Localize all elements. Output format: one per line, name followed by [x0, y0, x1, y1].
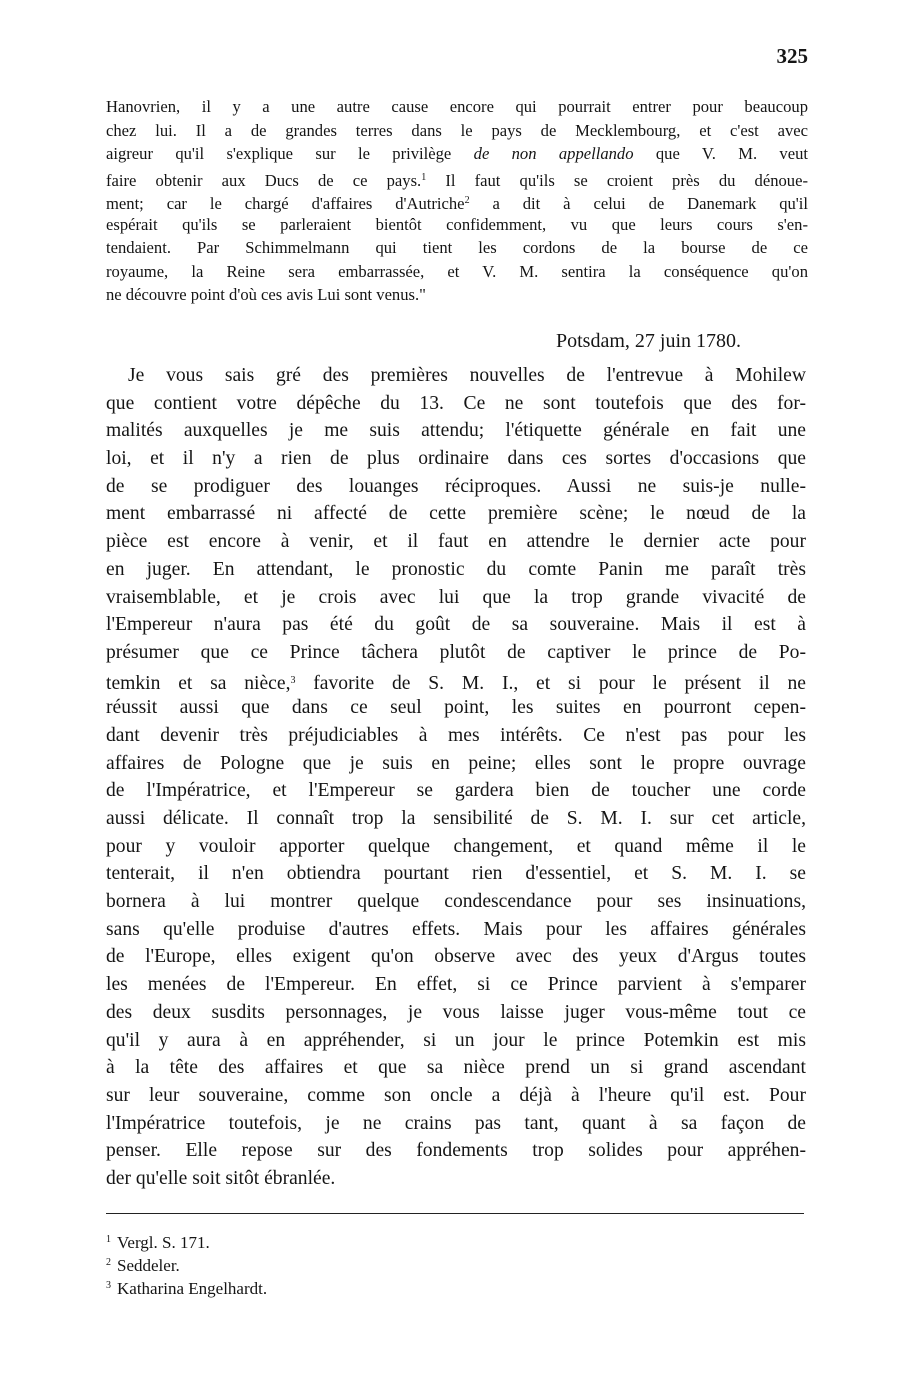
- footnote-3-number: 3: [106, 1280, 111, 1291]
- footnote-1-number: 1: [106, 1234, 111, 1245]
- footnote-divider: [106, 1213, 804, 1214]
- letter-line-11: présumer que ce Prince tâchera plutôt de captiver le prince de Po-: [106, 641, 806, 663]
- letter-line-9: vraisemblable, et je crois avec lui que la trop grande vivacité de: [106, 586, 806, 608]
- letter-line-18: pour y vouloir apporter quelque changement, et quand même il le: [106, 835, 806, 857]
- letter-line-26: à la tête des affaires et que sa nièce prend un si grand ascendant: [106, 1057, 806, 1079]
- letter-line-21: sans qu'elle produise d'autres effets. Mais pour les affaires générales: [106, 918, 806, 940]
- quote-line-5-text: ment; car le chargé d'affaires d'Autriche: [106, 194, 465, 213]
- letter-line-23: les menées de l'Empereur. En effet, si ce Prince parvient à s'emparer: [106, 974, 806, 996]
- footnote-2-text: Seddeler.: [117, 1256, 180, 1275]
- quote-line-4-rest: Il faut qu'ils se croient près du dénoue-: [445, 170, 808, 190]
- footnote-1: [106, 1228, 606, 1251]
- footnote-ref-1: 1: [421, 171, 427, 183]
- letter-line-25: qu'il y aura à en appréhender, si un jour le prince Potemkin est mis: [106, 1029, 806, 1051]
- page-number: 325: [776, 44, 808, 68]
- letter-line-16: de l'Impératrice, et l'Empereur se gardera bien de toucher une corde: [106, 780, 806, 802]
- letter-line-19: tenterait, il n'en obtiendra pourtant rien d'essentiel, et S. M. I. se: [106, 863, 806, 885]
- letter-line-1: Je vous sais gré des premières nouvelles de l'entrevue à Mohilew: [128, 365, 806, 386]
- quote-line-3: [106, 142, 808, 166]
- letter-line-12-rest: favorite de S. M. I., et si pour le présent il ne: [313, 672, 806, 694]
- letter-line-15: affaires de Pologne que je suis en peine; elles sont le propre ouvrage: [106, 752, 806, 774]
- quote-line-5: [106, 189, 808, 213]
- letter-line-7: pièce est encore à venir, et il faut en attendre le dernier acte pour: [106, 531, 806, 553]
- letter-line-12: [106, 667, 806, 695]
- letter-line-12-text: temkin et sa nièce,: [106, 672, 291, 694]
- footnote-2-number: 2: [106, 1257, 111, 1268]
- letter-line-14: dant devenir très préjudiciables à mes intérêts. Ce n'est pas pour les: [106, 724, 806, 746]
- footnote-ref-3: 3: [290, 674, 296, 686]
- letter-line-3: malités auxquelles je me suis attendu; l'étiquette générale en fait une: [106, 420, 806, 442]
- letter-line-24: des deux susdits personnages, je vous laisse juger vous-même tout ce: [106, 1001, 806, 1023]
- letter-line-6: ment embarrassé ni affecté de cette première scène; le nœud de la: [106, 503, 806, 525]
- letter-line-13: réussit aussi que dans ce seul point, les suites en pourront cepen-: [106, 697, 806, 719]
- letter-body: [106, 362, 806, 1193]
- quote-line-4-text: faire obtenir aux Ducs de ce pays.: [106, 170, 422, 190]
- footnote-1-text: Vergl. S. 171.: [117, 1233, 210, 1252]
- letter-line-30: der qu'elle soit sitôt ébranlée.: [106, 1167, 336, 1189]
- quote-line-2: chez lui. Il a de grandes terres dans le pays de Mecklembourg, et c'est avec: [106, 120, 808, 140]
- letter-line-29: penser. Elle repose sur des fondements trop solides pour appréhen-: [106, 1140, 806, 1162]
- letter-dateline: Potsdam, 27 juin 1780.: [556, 330, 742, 352]
- letter-line-22: de l'Europe, elles exigent qu'on observe avec des yeux d'Argus toutes: [106, 946, 806, 968]
- quote-line-5-rest: a dit à celui de Danemark qu'il: [492, 194, 809, 213]
- latin-phrase: de non appellando: [473, 144, 634, 163]
- letter-line-27: sur leur souveraine, comme son oncle a déjà à l'heure qu'il est. Pour: [106, 1084, 806, 1106]
- footnotes: [106, 1228, 606, 1297]
- quote-line-3-rest: que V. M. veut: [655, 144, 809, 163]
- letter-line-5: de se prodiguer des louanges réciproques. Aussi ne suis-je nulle-: [106, 475, 806, 497]
- footnote-3-text: Katharina Engelhardt.: [117, 1279, 268, 1298]
- quoted-dispatch: [106, 95, 808, 307]
- quote-line-8: royaume, la Reine sera embarrassée, et V. M. sentira la conséquence qu'on: [106, 261, 808, 281]
- quote-line-4: [106, 166, 808, 190]
- quote-line-3-text: aigreur qu'il s'explique sur le privilège: [106, 144, 452, 163]
- letter-line-17: aussi délicate. Il connaît trop la sensibilité de S. M. I. sur cet article,: [106, 808, 806, 829]
- letter-line-4: loi, et il n'y a rien de plus ordinaire dans ces sortes d'occasions que: [106, 448, 806, 470]
- quote-line-6: espérait qu'ils se parleraient bientôt confidemment, vu que leurs cours s'en-: [106, 214, 808, 234]
- footnote-3: [106, 1274, 606, 1297]
- quote-line-9: ne découvre point d'où ces avis Lui sont venus.": [106, 285, 426, 304]
- letter-line-10: l'Empereur n'aura pas été du goût de sa souveraine. Mais il est à: [106, 614, 806, 636]
- letter-line-28: l'Impératrice toutefois, je ne crains pas tant, quant à sa façon de: [106, 1112, 806, 1134]
- footnote-ref-2: 2: [464, 195, 470, 206]
- quote-line-7: tendaient. Par Schimmelmann qui tient les cordons de la bourse de ce: [106, 238, 808, 257]
- letter-line-2: que contient votre dépêche du 13. Ce ne sont toutefois que des for-: [106, 392, 806, 414]
- letter-line-20: bornera à lui montrer quelque condescendance pour ses insinuations,: [106, 891, 806, 913]
- footnote-2: [106, 1251, 606, 1274]
- letter-line-8: en juger. En attendant, le pronostic du comte Panin me paraît très: [106, 558, 806, 580]
- quote-line-1: Hanovrien, il y a une autre cause encore qui pourrait entrer pour beaucoup: [106, 97, 808, 116]
